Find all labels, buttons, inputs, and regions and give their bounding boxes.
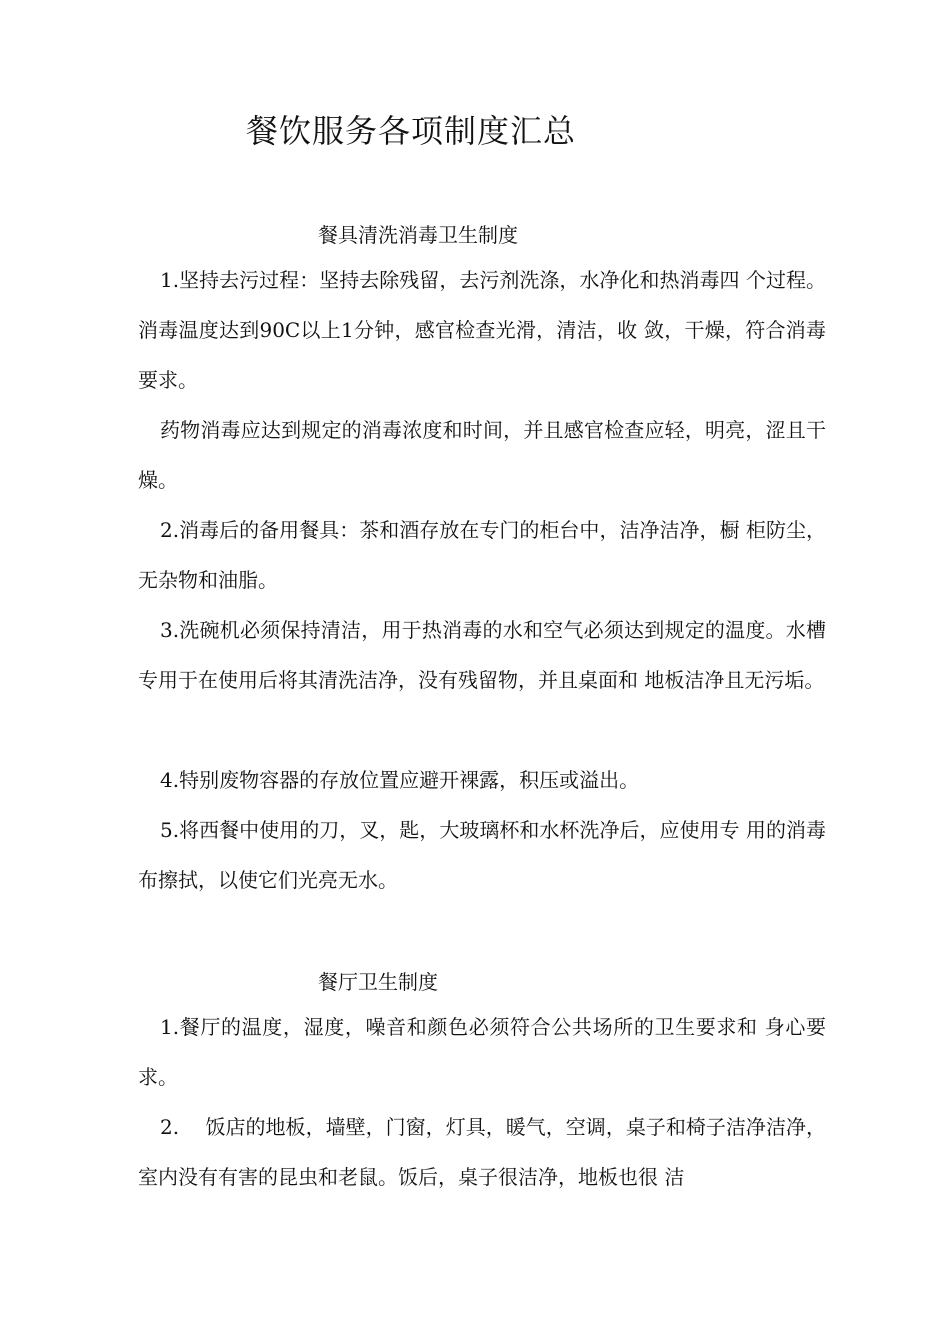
paragraph-chemical-disinfection: 药物消毒应达到规定的消毒浓度和时间，并且感官检查应轻，明亮，涩且干燥。 — [138, 418, 826, 492]
paragraph-restaurant-environment: 1.餐厅的温度，湿度，噪音和颜色必须符合公共场所的卫生要求和 身心要求。 — [138, 1015, 826, 1089]
section-heading-restaurant-hygiene: 餐厅卫生制度 — [318, 970, 438, 994]
paragraph-decontamination-process: 1.坚持去污过程：坚持去除残留，去污剂洗涤，水净化和热消毒四 个过程。消毒温度达到90C以上1分钟，感官检查光滑，清洁，收 敛，干燥，符合消毒要求。 — [138, 268, 826, 392]
paragraph-western-cutlery: 5.将西餐中使用的刀，叉，匙，大玻璃杯和水杯洗净后，应使用专 用的消毒布擦拭，以使它们光亮无水。 — [138, 818, 826, 892]
section-heading-tableware-hygiene: 餐具清洗消毒卫生制度 — [318, 223, 518, 247]
paragraph-restaurant-cleanliness: 2. 饭店的地板，墙壁，门窗，灯具，暖气，空调，桌子和椅子洁净洁净，室内没有有害的昆虫和老鼠。饭后，桌子很洁净，地板也很 洁 — [138, 1115, 826, 1189]
paragraph-waste-container: 4.特别废物容器的存放位置应避开裸露，积压或溢出。 — [160, 768, 640, 792]
paragraph-spare-tableware: 2.消毒后的备用餐具：茶和酒存放在专门的柜台中，洁净洁净，橱 柜防尘，无杂物和油脂。 — [138, 518, 826, 592]
paragraph-dishwasher: 3.洗碗机必须保持清洁，用于热消毒的水和空气必须达到规定的温度。水槽专用于在使用后将其清洗洁净，没有残留物，并且桌面和 地板洁净且无污垢。 — [138, 618, 826, 692]
document-title: 餐饮服务各项制度汇总 — [246, 112, 577, 150]
